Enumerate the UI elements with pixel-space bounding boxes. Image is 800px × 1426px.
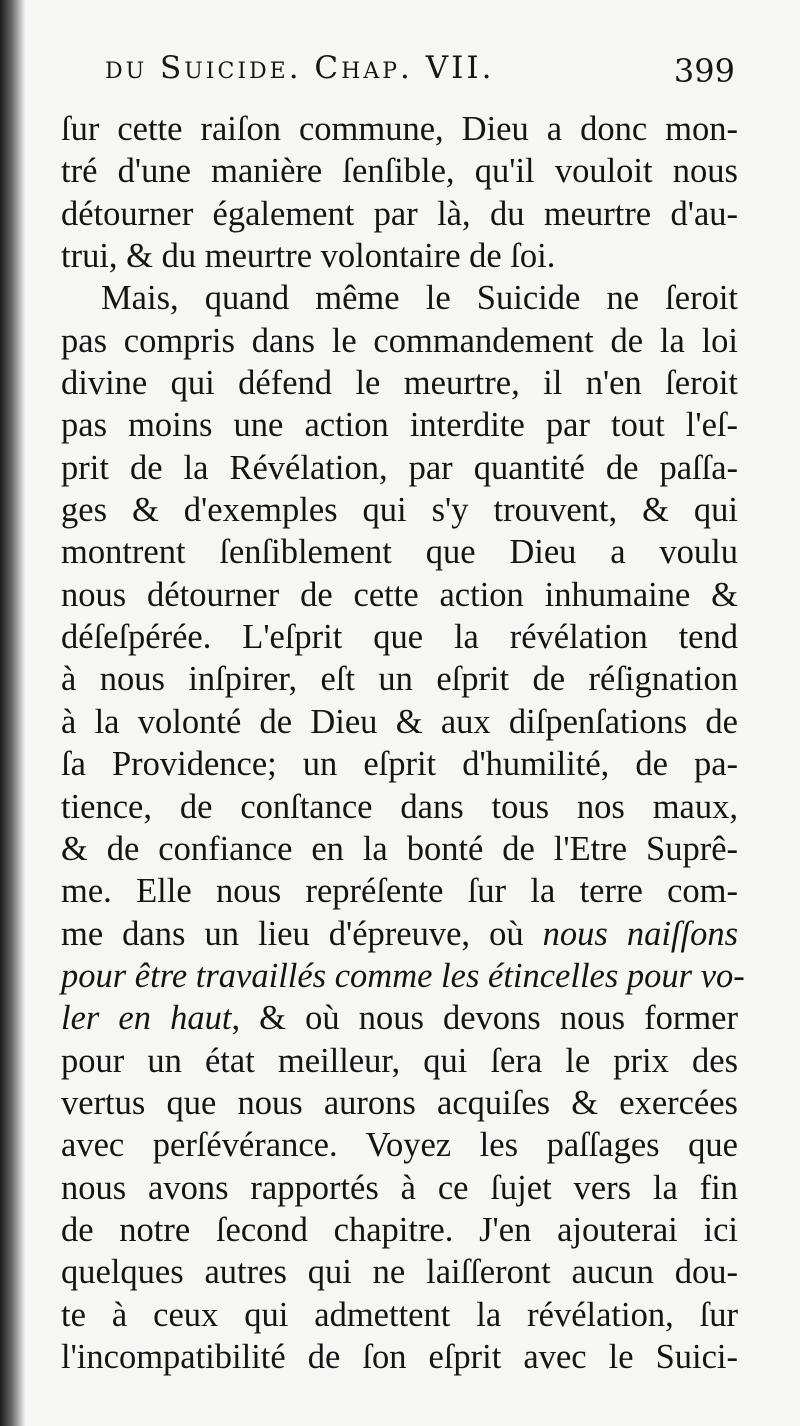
- text-line: te à ceux qui admettent la révélation, ſur: [61, 1295, 738, 1334]
- text-line: à nous inſpirer, eſt un eſprit de réſignation: [61, 660, 738, 699]
- page-number: 399: [673, 52, 735, 90]
- text-line: avec perſévérance. Voyez les paſſages que: [61, 1126, 738, 1165]
- text-line: nous détourner de cette action inhumaine &: [61, 575, 738, 614]
- text-line: ſur cette raiſon commune, Dieu a donc mon-: [61, 110, 738, 148]
- text-line: prit de la Révélation, par quantité de paſſa-: [61, 448, 738, 487]
- text-line: de notre ſecond chapitre. J'en ajouterai ici: [61, 1210, 738, 1249]
- text-line: pour un état meilleur, qui ſera le prix des: [61, 1041, 738, 1080]
- page-gutter-shadow: [0, 0, 26, 1426]
- text-line: divine qui défend le meurtre, il n'en ſeroit: [61, 364, 738, 403]
- text-line: tré d'une manière ſenſible, qu'il vouloit nous: [61, 152, 738, 191]
- running-head-title: du Suicide. Chap. VII.: [105, 50, 495, 86]
- text-segment: me dans un lieu d'épreuve, où: [61, 914, 524, 953]
- text-line: l'incompatibilité de ſon eſprit avec le Suici-: [61, 1337, 738, 1376]
- italic-quote-segment: pour être travaillés comme les étincelles pour vo-: [61, 956, 745, 995]
- text-line: trui, & du meurtre volontaire de ſoi.: [61, 237, 556, 276]
- text-line: quelques autres qui ne laiſſeront aucun dou-: [61, 1253, 738, 1292]
- running-head: [105, 50, 735, 90]
- text-segment: , & où nous devons nous former: [231, 999, 738, 1038]
- text-line: ges & d'exemples qui s'y trouvent, & qui: [61, 491, 738, 530]
- text-line: nous avons rapportés à ce ſujet vers la fin: [61, 1168, 738, 1207]
- text-line: & de confiance en la bonté de l'Etre Suprê-: [61, 829, 738, 868]
- paragraph-start-line: Mais, quand même le Suicide ne ſeroit: [101, 279, 738, 318]
- italic-quote-segment: nous naiſſons: [542, 914, 739, 953]
- text-line: vertus que nous aurons acquiſes & exercées: [61, 1083, 738, 1122]
- text-line: à la volonté de Dieu & aux diſpenſations de: [61, 702, 738, 741]
- text-line: ſa Providence; un eſprit d'humilité, de pa-: [61, 745, 738, 784]
- text-line: tience, de conſtance dans tous nos maux,: [61, 787, 738, 826]
- text-line: détourner également par là, du meurtre d'au-: [61, 194, 738, 233]
- text-line: montrent ſenſiblement que Dieu a voulu: [61, 533, 738, 572]
- text-line: déſeſpérée. L'eſprit que la révélation tend: [61, 618, 738, 657]
- text-line: pas compris dans le commandement de la loi: [61, 321, 738, 360]
- italic-quote-line: [61, 955, 745, 997]
- text-line-mixed: [61, 997, 738, 1039]
- body-text: [61, 108, 745, 1378]
- text-line: me. Elle nous repréſente ſur la terre com-: [61, 872, 738, 911]
- text-line: pas moins une action interdite par tout l'eſ-: [61, 406, 738, 445]
- text-line-mixed: [61, 913, 738, 955]
- italic-quote-segment: ler en haut: [61, 999, 232, 1038]
